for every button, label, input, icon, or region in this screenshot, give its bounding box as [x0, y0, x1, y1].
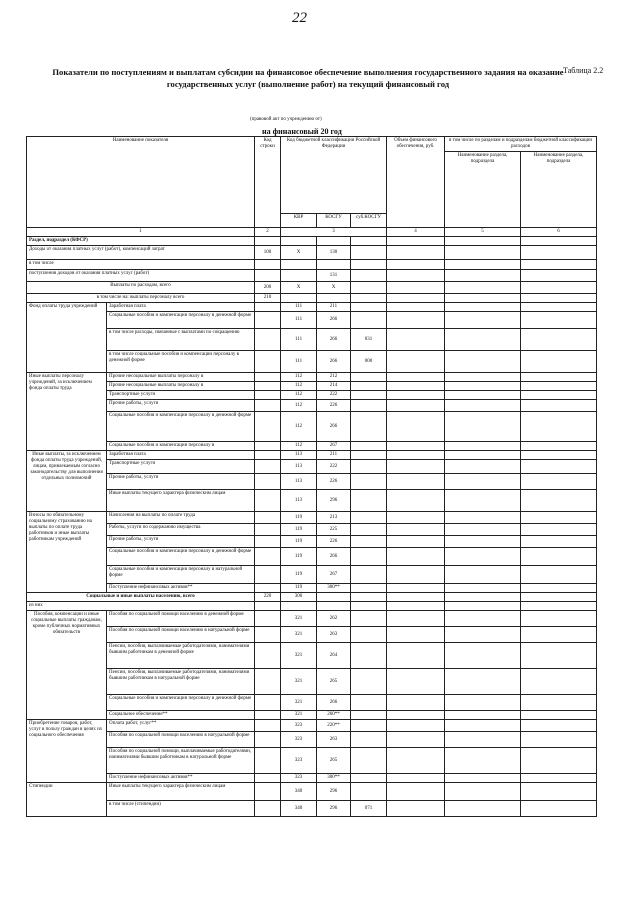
row-kosgu: 267 — [317, 442, 351, 451]
row-label: Пособия по социальной помощи, выплачиваемые работодателями, нанимателями бывшим работникам в натуральной форме — [107, 748, 255, 774]
row-kvr: 321 — [281, 669, 317, 695]
row-label: Социальные пособия и компенсации персоналу в натуральной форме — [107, 566, 255, 584]
row-kvr: 323 — [281, 774, 317, 783]
row-kosgu: 220** — [317, 720, 351, 732]
row-kosgu: 212 — [317, 373, 351, 382]
table-row — [27, 400, 597, 412]
row-kosgu: X — [317, 282, 351, 294]
row-kvr: 321 — [281, 643, 317, 669]
row-kosgu: 265 — [317, 748, 351, 774]
row-label: Раздел, подраздел (КФСР) — [27, 237, 255, 246]
row-label: Прочие работы, услуги — [107, 536, 255, 548]
row-kosgu: 131 — [317, 270, 351, 282]
financial-year: на финансовый 20 год — [262, 127, 342, 136]
table-row — [27, 490, 597, 512]
group-label: Иные выплаты персоналу учреждений, за исключением фонда оплаты труда — [27, 373, 107, 451]
row-kvr: 119 — [281, 536, 317, 548]
header-subkosgu: суб.КОСГУ — [351, 214, 387, 228]
table-row — [27, 602, 597, 611]
header-row-1 — [27, 137, 597, 152]
row-label: Социальное обеспечение** — [107, 711, 255, 720]
row-kosgu: 263 — [317, 627, 351, 643]
group-label: Приобретение товаров, работ, услуг в пользу граждан в целях их социального обеспечения — [27, 720, 107, 783]
row-label: Пенсии, пособия, выплачиваемые работодателями, нанимателями бывшим работникам в натуральной форме — [107, 669, 255, 695]
row-kvr: 119 — [281, 584, 317, 593]
header-kvr: КВР — [281, 214, 317, 228]
row-kosgu: 266 — [317, 351, 351, 373]
row-label: Поступление нефинансовых активов** — [107, 584, 255, 593]
table-row — [27, 643, 597, 669]
row-subkosgu: 000 — [351, 351, 387, 373]
row-kvr: X — [281, 246, 317, 260]
table-row — [27, 303, 597, 312]
row-kosgu: 225 — [317, 524, 351, 536]
row-label: Оплата работ, услуг** — [107, 720, 255, 732]
row-kvr: 112 — [281, 382, 317, 391]
row-label: Заработная плата — [107, 303, 255, 312]
row-kosgu: 222 — [317, 460, 351, 474]
financial-table — [26, 136, 597, 817]
table-row — [27, 548, 597, 566]
header-section1: Наименование раздела, подраздела — [445, 152, 521, 228]
row-label: Прочие работы, услуги — [107, 400, 255, 412]
document-title — [28, 66, 588, 90]
table-row — [27, 512, 597, 524]
row-label: Социальные пособия и компенсации персоналу в денежной форме — [107, 312, 255, 329]
row-kosgu: 262 — [317, 611, 351, 627]
table-row — [27, 382, 597, 391]
row-kosgu: 213 — [317, 512, 351, 524]
row-kosgu: 211 — [317, 303, 351, 312]
row-kvr: 113 — [281, 490, 317, 512]
row-kosgu: 266 — [317, 329, 351, 351]
header-kosgu: КОСГУ — [317, 214, 351, 228]
row-label: Социальные пособия и компенсации персоналу в денежной форме — [107, 412, 255, 442]
row-subkosgu: 071 — [351, 801, 387, 817]
row-kosgu: 265 — [317, 669, 351, 695]
row-kvr: 112 — [281, 391, 317, 400]
row-kvr: X — [281, 282, 317, 294]
subtitle-small: (правовой акт по учреждению от) — [250, 117, 322, 122]
table-row — [27, 373, 597, 382]
group-label: Фонд оплаты труда учреждений — [27, 303, 107, 373]
row-label: Прочие работы, услуги — [107, 474, 255, 490]
group-label: Взносы по обязательному социальному страхованию на выплаты по оплате труда работников и иные выплаты работникам учреждений — [27, 512, 107, 593]
row-kosgu: 266 — [317, 412, 351, 442]
row-label: Социальные пособия и компенсации персоналу в — [107, 442, 255, 451]
header-volume: Объем финансового обеспечения, руб. — [387, 137, 445, 228]
col-num-6: 6 — [521, 228, 597, 237]
row-kvr: 340 — [281, 801, 317, 817]
row-kvr: 119 — [281, 566, 317, 584]
table-row — [27, 351, 597, 373]
table-row — [27, 593, 597, 602]
row-kosgu: 260** — [317, 711, 351, 720]
row-kvr: 321 — [281, 695, 317, 711]
row-label: Социальные пособия и компенсации персоналу в денежной форме — [107, 548, 255, 566]
row-kvr: 323 — [281, 720, 317, 732]
row-kvr: 300 — [281, 593, 317, 602]
row-label: Начисления на выплаты по оплате труда — [107, 512, 255, 524]
row-kvr: 112 — [281, 400, 317, 412]
row-kosgu: 222 — [317, 391, 351, 400]
row-kvr: 321 — [281, 711, 317, 720]
row-code: 220 — [255, 593, 281, 602]
row-code: 210 — [255, 294, 281, 303]
row-kvr: 323 — [281, 748, 317, 774]
table-row — [27, 627, 597, 643]
row-kosgu: 267 — [317, 566, 351, 584]
table-row — [27, 442, 597, 451]
row-subkosgu: 031 — [351, 329, 387, 351]
table-row — [27, 720, 597, 732]
table-row — [27, 524, 597, 536]
row-label: Пособия по социальной помощи населению в денежной форме — [107, 611, 255, 627]
row-label: Социальные и иные выплаты населению, всего — [27, 593, 255, 602]
row-kosgu: 130 — [317, 246, 351, 260]
row-label: Пенсии, пособия, выплачиваемые работодателями, нанимателями бывшим работникам в денежной форме — [107, 643, 255, 669]
table-row — [27, 282, 597, 294]
table-row — [27, 260, 597, 270]
row-kvr: 111 — [281, 329, 317, 351]
table-row — [27, 451, 597, 460]
row-kosgu: 264 — [317, 643, 351, 669]
row-label: в том числе (стипендии) — [107, 801, 255, 817]
row-kvr: 111 — [281, 351, 317, 373]
header-code: Код строки — [255, 137, 281, 228]
row-label: в том числе социальные пособия и компенсации персоналу в денежной форме — [107, 351, 255, 373]
row-label: в том числе на: выплаты персоналу всего — [27, 294, 255, 303]
row-label: Транспортные услуги — [107, 460, 255, 474]
row-kosgu: 226 — [317, 536, 351, 548]
row-kvr: 111 — [281, 312, 317, 329]
row-kvr: 113 — [281, 474, 317, 490]
table-row — [27, 669, 597, 695]
row-label: в том числе — [27, 260, 255, 270]
header-name: Наименование показателя — [27, 137, 255, 228]
table-label: Таблица 2.2 — [563, 66, 604, 75]
col-num-4: 4 — [387, 228, 445, 237]
row-label: Заработная плата — [107, 451, 255, 460]
table-row — [27, 732, 597, 748]
row-kosgu: 296 — [317, 783, 351, 801]
row-kosgu: 226 — [317, 400, 351, 412]
page-number: 22 — [292, 10, 307, 26]
row-kosgu: 300** — [317, 584, 351, 593]
group-label: Пособия, компенсации и иные социальные выплаты гражданам, кроме публичных нормативных обязательств — [27, 611, 107, 720]
table-row — [27, 611, 597, 627]
row-label: Иные выплаты текущего характера физическим лицам — [107, 490, 255, 512]
group-label: Иные выплаты, за исключением фонда оплаты труда учреждений, лицам, привлекаемым согласно законодательству для выполнения отдельных полномочий — [27, 451, 107, 512]
row-label: Поступление нефинансовых активов** — [107, 774, 255, 783]
header-incl: в том числе по разделам и подразделам бюджетной классификации расходов — [445, 137, 597, 152]
row-label: Пособия по социальной помощи населению в натуральной форме — [107, 627, 255, 643]
row-label: Иные выплаты текущего характера физическим лицам — [107, 783, 255, 801]
row-label: из них — [27, 602, 255, 611]
title-line-2: государственных услуг (выполнение работ) на текущий финансовый год — [166, 79, 450, 89]
table-row — [27, 270, 597, 282]
table-row — [27, 312, 597, 329]
table-row — [27, 329, 597, 351]
row-label: Прочие несоциальные выплаты персоналу в — [107, 373, 255, 382]
row-kosgu: 263 — [317, 732, 351, 748]
row-kvr: 111 — [281, 303, 317, 312]
table-row — [27, 801, 597, 817]
row-label: Пособия по социальной помощи населению в натуральной форме — [107, 732, 255, 748]
table-row — [27, 748, 597, 774]
table-row — [27, 783, 597, 801]
row-code: 200 — [255, 282, 281, 294]
row-kvr: 340 — [281, 783, 317, 801]
row-kosgu: 266 — [317, 312, 351, 329]
row-code: 100 — [255, 246, 281, 260]
col-num-3: 3 — [281, 228, 387, 237]
table-row — [27, 536, 597, 548]
row-kosgu: 300** — [317, 774, 351, 783]
col-num-5: 5 — [445, 228, 521, 237]
row-label: Выплаты по расходам, всего — [27, 282, 255, 294]
table-row — [27, 566, 597, 584]
row-kosgu: 211 — [317, 451, 351, 460]
row-kosgu: 214 — [317, 382, 351, 391]
row-kosgu: 266 — [317, 548, 351, 566]
row-kvr: 113 — [281, 460, 317, 474]
row-label: Социальные пособия и компенсации персоналу в денежной форме — [107, 695, 255, 711]
row-kvr: 119 — [281, 548, 317, 566]
row-kvr: 321 — [281, 611, 317, 627]
row-kvr: 323 — [281, 732, 317, 748]
table-row — [27, 412, 597, 442]
table-row — [27, 460, 597, 474]
row-kosgu: 226 — [317, 474, 351, 490]
header-section2: Наименование раздела, подраздела — [521, 152, 597, 228]
row-label: в том числе расходы, связанные с выплатами по сокращению — [107, 329, 255, 351]
row-label: поступления доходов от оказания платных услуг (работ) — [27, 270, 255, 282]
row-kvr: 112 — [281, 373, 317, 382]
row-kvr: 113 — [281, 451, 317, 460]
row-label: Прочие несоциальные выплаты персоналу в — [107, 382, 255, 391]
table-row — [27, 695, 597, 711]
header-kbk: Код бюджетной классификации Российской Федерации — [281, 137, 387, 214]
col-num-2: 2 — [255, 228, 281, 237]
row-label: Доходы от оказания платных услуг (работ), компенсаций затрат — [27, 246, 255, 260]
header-numbers — [27, 228, 597, 237]
table-row — [27, 237, 597, 246]
table-row — [27, 294, 597, 303]
row-kvr: 112 — [281, 412, 317, 442]
table-row — [27, 774, 597, 783]
row-kosgu: 296 — [317, 490, 351, 512]
row-kvr: 119 — [281, 512, 317, 524]
row-label: Транспортные услуги — [107, 391, 255, 400]
row-kvr: 119 — [281, 524, 317, 536]
col-num-1: 1 — [27, 228, 255, 237]
group-label: Стипендии — [27, 783, 107, 817]
table-row — [27, 246, 597, 260]
row-kvr: 112 — [281, 442, 317, 451]
table-row — [27, 474, 597, 490]
table-row — [27, 711, 597, 720]
row-label: Работы, услуги по содержанию имущества — [107, 524, 255, 536]
row-kosgu: 296 — [317, 801, 351, 817]
row-kosgu: 266 — [317, 695, 351, 711]
table-row — [27, 584, 597, 593]
table-row — [27, 391, 597, 400]
row-kvr: 321 — [281, 627, 317, 643]
title-line-1: Показатели по поступлениям и выплатам субсидии на финансовое обеспечение выполнения государственного задания на оказание — [52, 67, 564, 77]
